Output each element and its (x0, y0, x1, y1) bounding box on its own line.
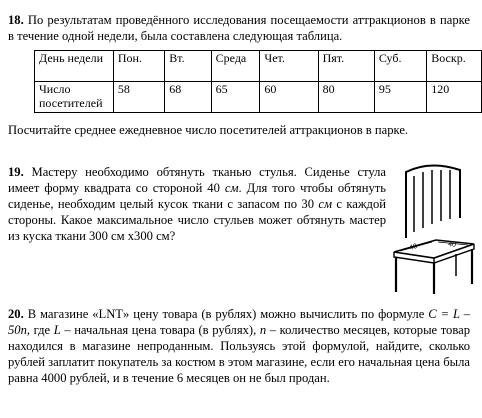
task-20-part: , где (26, 323, 54, 337)
task-18-text (8, 12, 470, 44)
table-cell: 60 (260, 82, 318, 113)
table-row (35, 82, 482, 113)
variable-l: L (53, 323, 61, 337)
table-cell: Среда (211, 51, 260, 82)
table-cell: Чет. (260, 51, 318, 82)
table-cell: Вт. (165, 51, 211, 82)
task-19-number: 19. (8, 165, 24, 179)
table-cell: Воскр. (427, 51, 482, 82)
task-18-question: Посчитайте среднее ежедневное число посетителей аттракционов в парке. (8, 123, 409, 137)
task-19-part: с каждой стороны. Какое максимальное число стульев может обтянуть мастер из куска ткани 300 см х300 см? (8, 197, 386, 243)
unit-cm: см (224, 181, 239, 195)
table-cell: Пон. (113, 51, 164, 82)
table-cell: Пят. (318, 51, 374, 82)
table-cell: Число посетителей (35, 82, 114, 113)
task-19-part: Мастеру необходимо обтянуть тканью стулья. Сиденье стула имеет форму квадрата со стороной 40 (8, 165, 386, 195)
table-cell: 58 (113, 82, 164, 113)
task-19-part: . Для того чтобы обтянуть сиденье, необходим целый кусок ткани с запасом по 30 (8, 181, 387, 211)
task-18-statement: По результатам проведённого исследования посещаемости аттракционов в парке в течение одной недели, была составлена следующая таблица. (8, 13, 471, 43)
unit-cm: см (318, 197, 332, 211)
table-cell: 95 (374, 82, 426, 113)
table-cell: День недели (35, 51, 114, 82)
task-20-text (8, 306, 470, 386)
task-20-part: В магазине «LNT» цену товара (в рублях) можно вычислить по формуле (27, 307, 429, 321)
table-cell: 68 (165, 82, 211, 113)
table-cell: 65 (211, 82, 260, 113)
seat-side-label: 40 (408, 243, 419, 252)
seat-side-label: 40 (447, 241, 457, 249)
table-cell: 80 (318, 82, 374, 113)
attendance-table (34, 50, 482, 113)
table-row (35, 51, 482, 82)
variable-n: n (259, 323, 267, 337)
task-20-number: 20. (8, 307, 24, 321)
chair-figure (392, 158, 476, 294)
table-cell: Суб. (374, 51, 426, 82)
task-18-number: 18. (8, 13, 24, 27)
task-19-text (8, 164, 386, 244)
task-20-part: – количество месяцев, которые товар находился в магазине непроданным. Пользуясь этой формулой, найдите, сколько рублей заплатит покупатель за костюм в этом магазине, если его начальная цена была равна 4000 рублей, и в течение 6 месяцев он не был продан. (8, 323, 471, 385)
task-20-part: – начальная цена товара (в рублях), (60, 323, 260, 337)
table-cell: 120 (427, 82, 482, 113)
price-formula: C = L – 50n (8, 307, 471, 337)
